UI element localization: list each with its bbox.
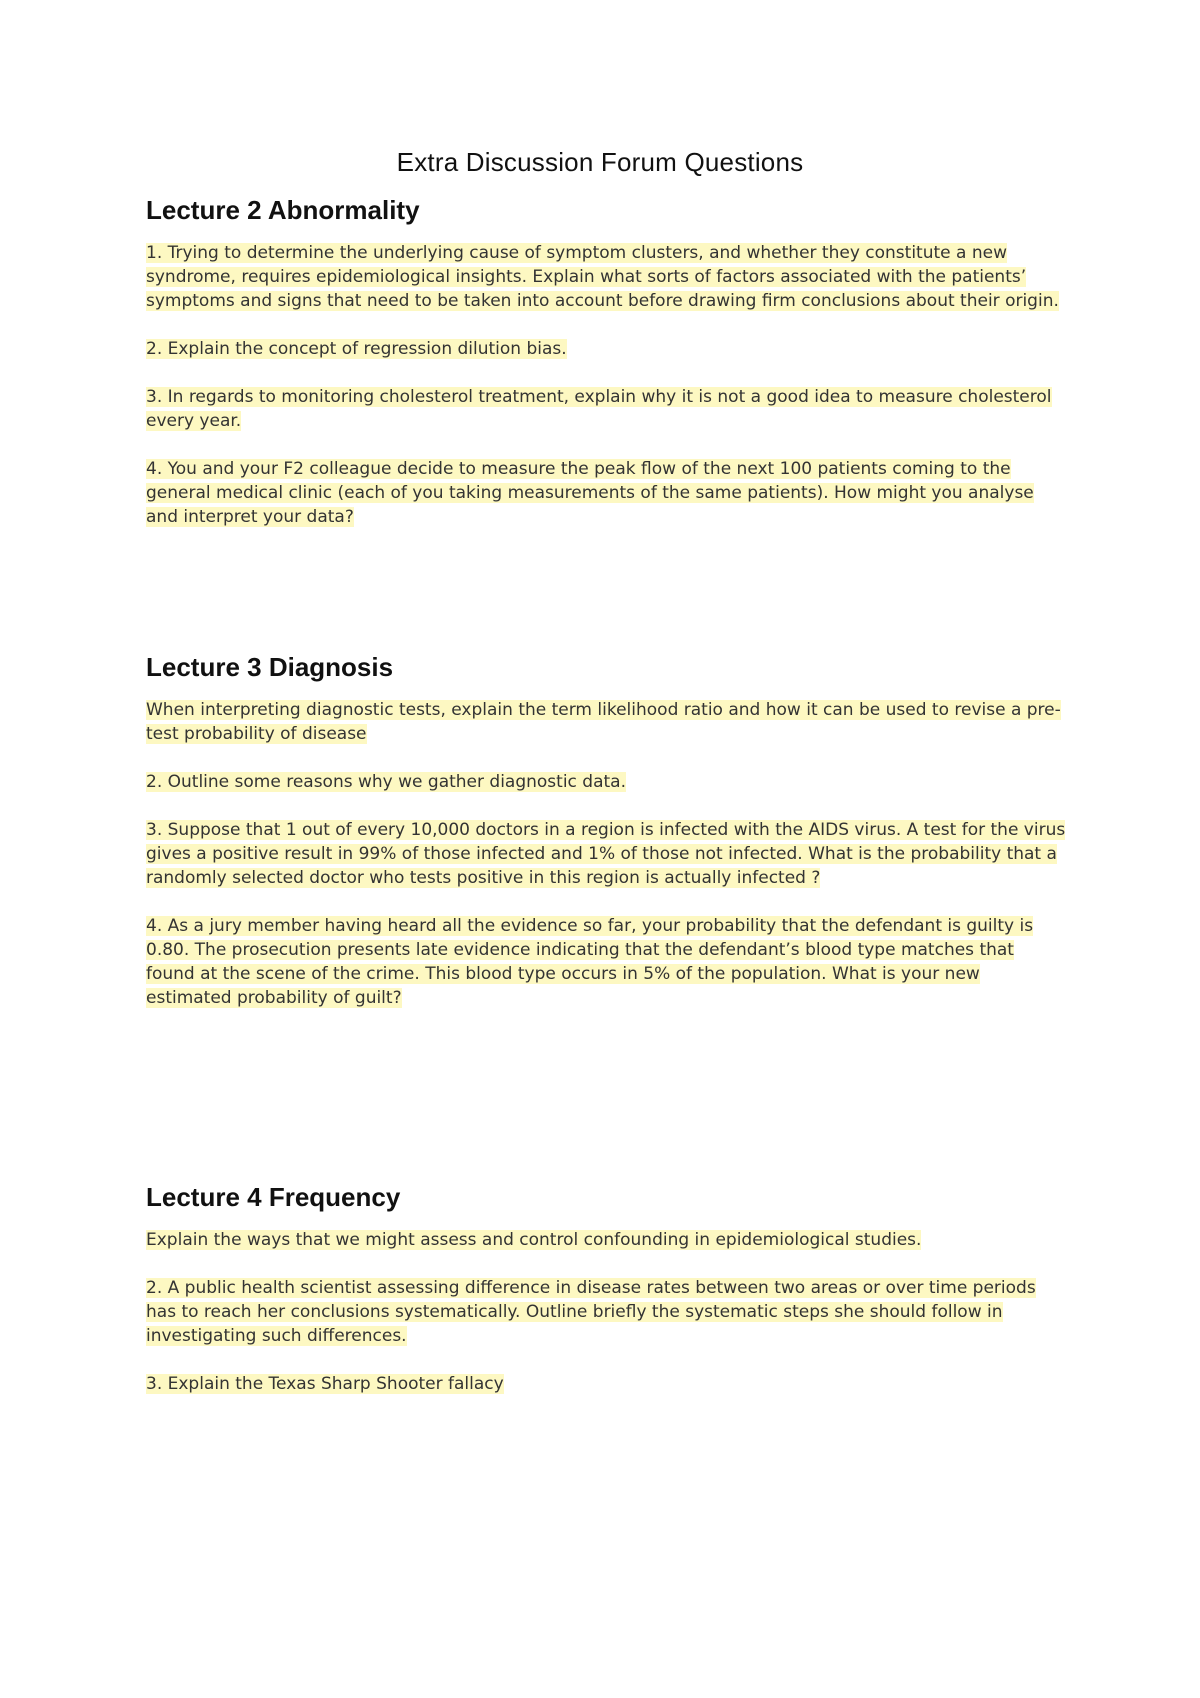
question-text: When interpreting diagnostic tests, explain the term likelihood ratio and how it can be used to revise a pre-test probability of disease: [146, 700, 1061, 744]
question-text: 2. A public health scientist assessing difference in disease rates between two areas or over time periods has to reach her conclusions systematically. Outline briefly the systematic steps she should follow in investigating such differences.: [146, 1278, 1036, 1346]
question-item: [146, 1276, 1066, 1348]
section-lecture-2: [146, 193, 1066, 553]
section-heading: Lecture 3 Diagnosis: [146, 652, 394, 682]
document-title: Extra Discussion Forum Questions: [396, 147, 804, 177]
question-item: [146, 337, 1066, 361]
question-item: [146, 241, 1066, 313]
section-heading: Lecture 4 Frequency: [146, 1182, 401, 1212]
question-text: 3. Explain the Texas Sharp Shooter fallacy: [146, 1374, 504, 1394]
question-item: [146, 457, 1066, 529]
question-item: [146, 385, 1066, 433]
question-text: 3. In regards to monitoring cholesterol treatment, explain why it is not a good idea to measure cholesterol every year.: [146, 387, 1052, 431]
question-text: 2. Explain the concept of regression dilution bias.: [146, 339, 567, 359]
section-heading: Lecture 2 Abnormality: [146, 195, 420, 225]
question-item: [146, 1372, 1066, 1396]
question-text: 4. As a jury member having heard all the evidence so far, your probability that the defendant is guilty is 0.80. The prosecution presents late evidence indicating that the defendant’s blood type matches that found at the scene of the crime. This blood type occurs in 5% of the population. What is your new estimated probability of guilt?: [146, 916, 1034, 1008]
section-lecture-3: [146, 650, 1066, 1034]
question-text: 3. Suppose that 1 out of every 10,000 doctors in a region is infected with the AIDS virus. A test for the virus gives a positive result in 99% of those infected and 1% of those not infected. What is the probability that a randomly selected doctor who tests positive in this region is actually infected ?: [146, 820, 1066, 888]
question-text: 2. Outline some reasons why we gather diagnostic data.: [146, 772, 626, 792]
question-item: [146, 1228, 1066, 1252]
question-text: Explain the ways that we might assess and control confounding in epidemiological studies.: [146, 1230, 922, 1250]
question-item: [146, 698, 1066, 746]
question-text: 1. Trying to determine the underlying cause of symptom clusters, and whether they constitute a new syndrome, requires epidemiological insights. Explain what sorts of factors associated with the patients’ symptoms and signs that need to be taken into account before drawing firm conclusions about their origin.: [146, 243, 1059, 311]
question-item: [146, 818, 1066, 890]
question-item: [146, 914, 1066, 1010]
question-item: [146, 770, 1066, 794]
section-lecture-4: [146, 1180, 1066, 1420]
question-text: 4. You and your F2 colleague decide to measure the peak flow of the next 100 patients coming to the general medical clinic (each of you taking measurements of the same patients). How might you analyse and interpret your data?: [146, 459, 1034, 527]
